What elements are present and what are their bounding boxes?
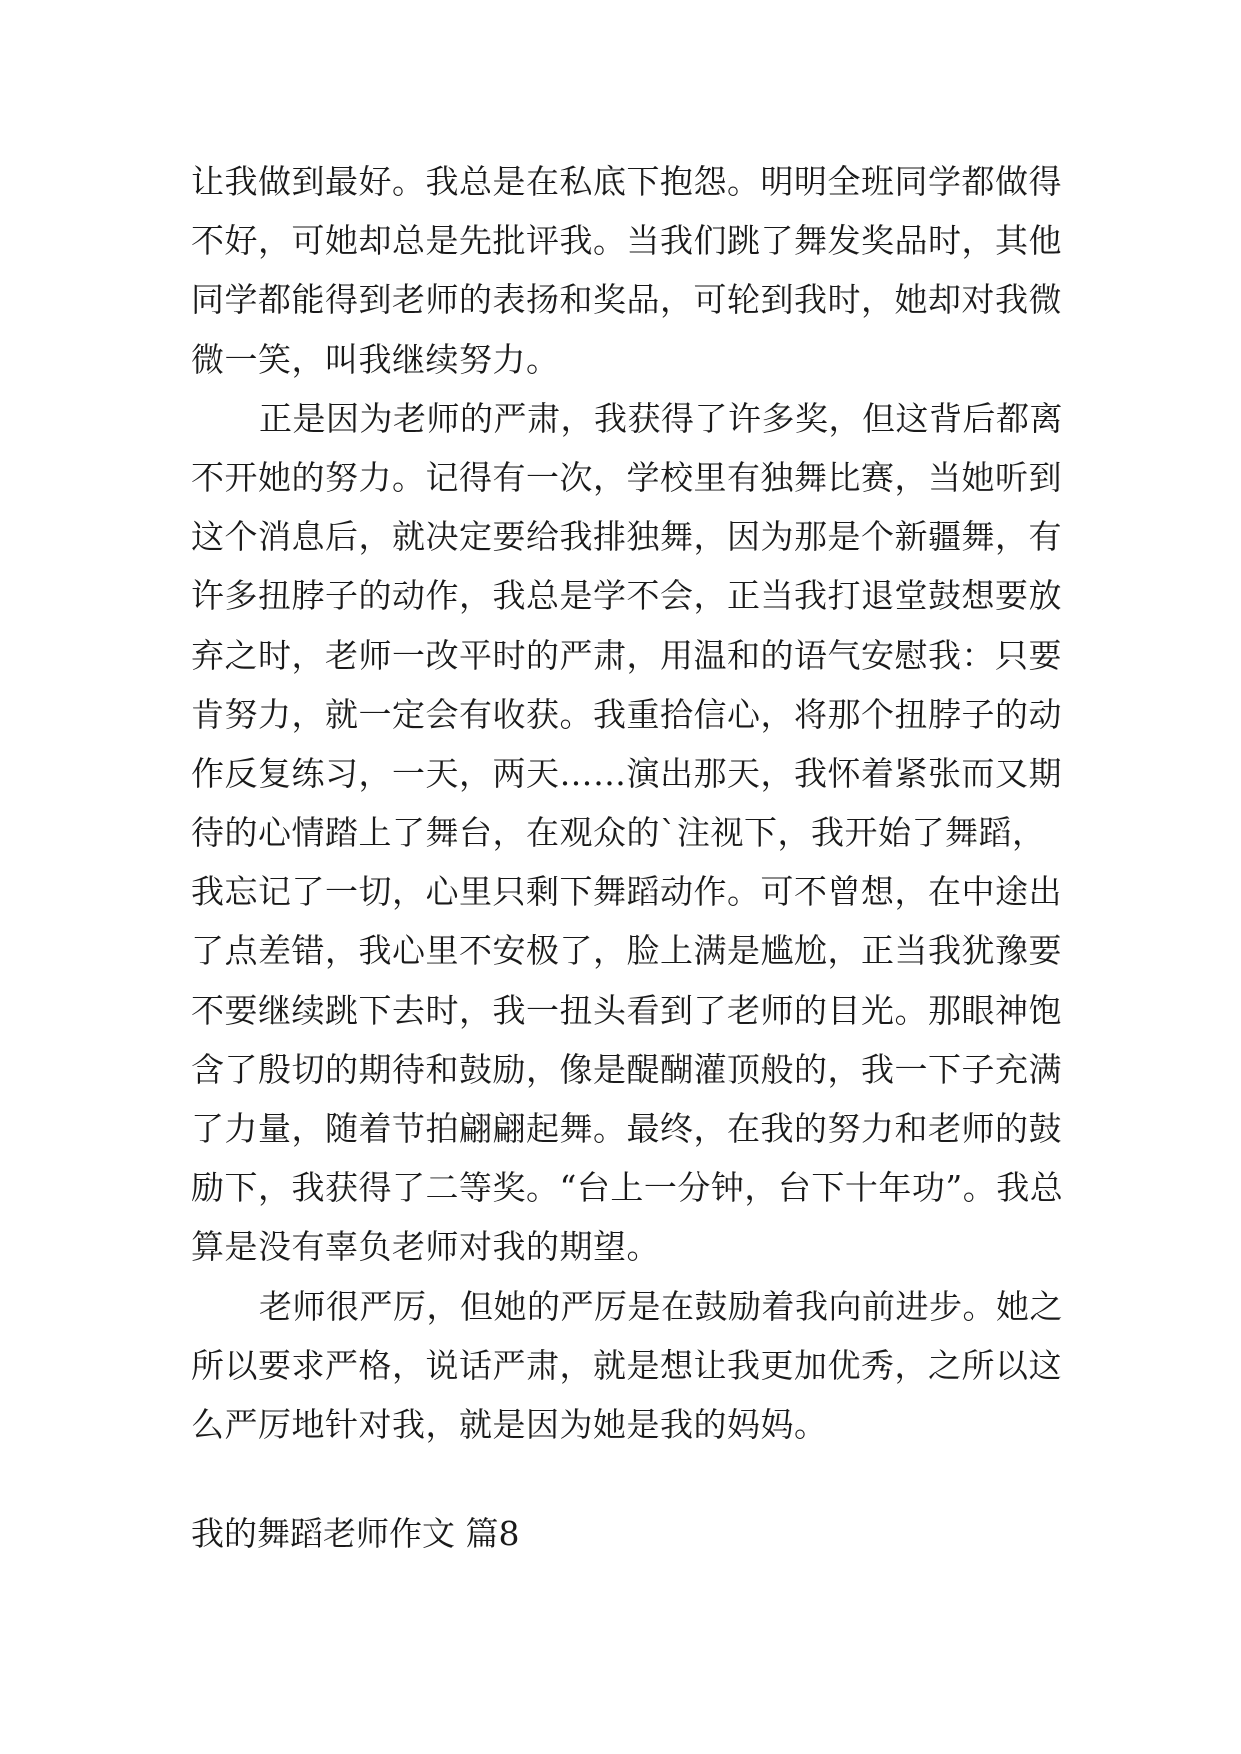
- text-line: 让我做到最好。我总是在私底下抱怨。明明全班同学都做得: [191, 162, 1062, 201]
- text-line: 正是因为老师的严肃，我获得了许多奖，但这背后都离: [259, 398, 1063, 438]
- text-line: 不开她的努力。记得有一次，学校里有独舞比赛，当她听到: [191, 457, 1062, 497]
- text-line: 微一笑，叫我继续努力。: [191, 339, 560, 379]
- text-line: 么严厉地针对我，就是因为她是我的妈妈。: [191, 1404, 828, 1444]
- text-line: 了点差错，我心里不安极了，脸上满是尴尬，正当我犹豫要: [191, 931, 1062, 971]
- text-line: 肯努力，就一定会有收获。我重拾信心，将那个扭脖子的动: [191, 694, 1062, 734]
- text-line: 老师很严厉，但她的严厉是在鼓励着我向前进步。她之: [259, 1286, 1063, 1326]
- text-line: 不好，可她却总是先批评我。当我们跳了舞发奖品时，其他: [191, 221, 1062, 261]
- text-line: 我忘记了一切，心里只剩下舞蹈动作。可不曾想，在中途出: [191, 872, 1062, 912]
- text-line: 了力量，随着节拍翩翩起舞。最终，在我的努力和老师的鼓: [191, 1109, 1062, 1148]
- text-line: 算是没有辜负老师对我的期望。: [191, 1227, 660, 1267]
- text-line: 含了殷切的期待和鼓励，像是醍醐灌顶般的，我一下子充满: [191, 1049, 1062, 1089]
- text-line: 励下，我获得了二等奖。“台上一分钟，台下十年功”。我总: [191, 1168, 1064, 1208]
- essay-body: [191, 152, 1064, 1454]
- text-line: 许多扭脖子的动作，我总是学不会，正当我打退堂鼓想要放: [191, 576, 1062, 616]
- text-line: 弃之时，老师一改平时的严肃，用温和的语气安慰我：只要: [191, 635, 1062, 675]
- text-line: 不要继续跳下去时，我一扭头看到了老师的目光。那眼神饱: [191, 990, 1062, 1030]
- text-line: 同学都能得到老师的表扬和奖品，可轮到我时，她却对我微: [191, 280, 1062, 320]
- text-line: 待的心情踏上了舞台，在观众的`注视下，我开始了舞蹈，: [191, 813, 1046, 853]
- text-line: 作反复练习，一天，两天……演出那天，我怀着紧张而又期: [191, 753, 1062, 793]
- section-heading: 我的舞蹈老师作文 篇8: [191, 1514, 520, 1553]
- text-line: 所以要求严格，说话严肃，就是想让我更加优秀，之所以这: [191, 1345, 1062, 1385]
- text-line: 这个消息后，就决定要给我排独舞，因为那是个新疆舞，有: [191, 517, 1062, 557]
